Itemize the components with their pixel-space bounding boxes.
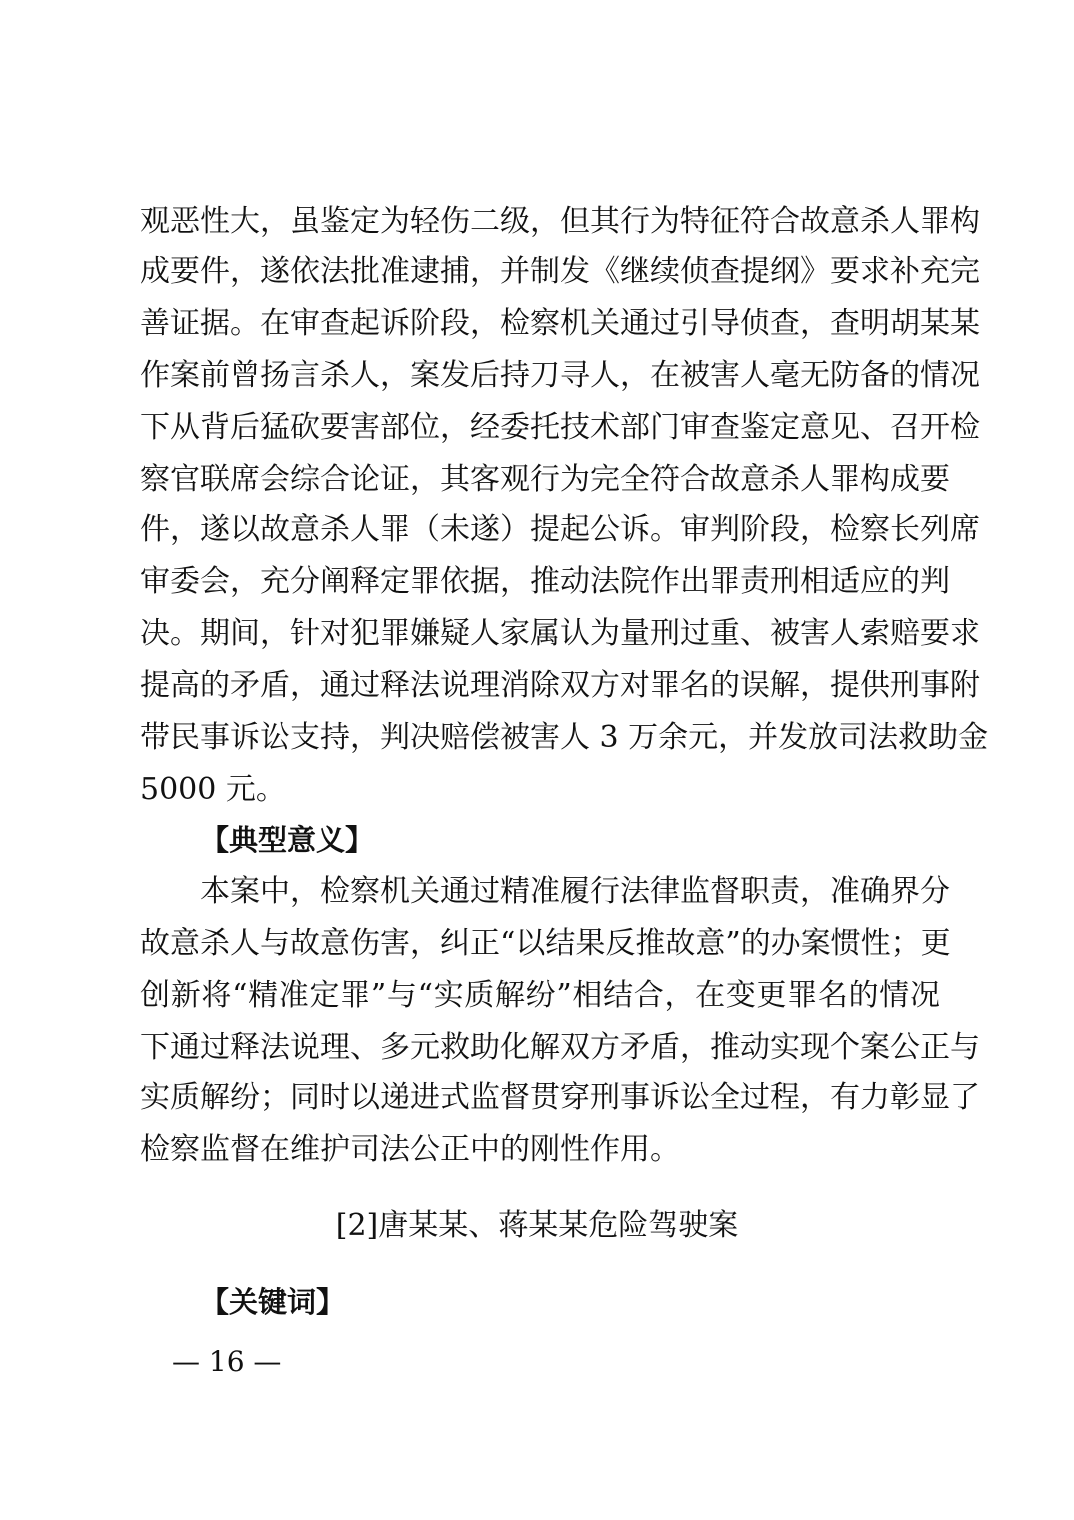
keywords-heading: 【关键词】 xyxy=(200,1285,346,1319)
page-number: — 16 — xyxy=(172,1345,282,1378)
significance-line-4: 下通过释法说理、多元救助化解双方矛盾，推动实现个案公正与 xyxy=(140,1030,980,1065)
body-line-1: 观恶性大，虽鉴定为轻伤二级，但其行为特征符合故意杀人罪构 xyxy=(140,204,980,239)
body-line-9: 决。期间，针对犯罪嫌疑人家属认为量刑过重、被害人索赔要求 xyxy=(140,616,980,651)
body-line-11: 带民事诉讼支持，判决赔偿被害人 3 万余元，并发放司法救助金 xyxy=(140,720,989,755)
significance-line-3: 创新将“精准定罪”与“实质解纷”相结合，在变更罪名的情况 xyxy=(140,978,940,1013)
significance-heading: 【典型意义】 xyxy=(200,823,375,857)
body-line-7: 件，遂以故意杀人罪（未遂）提起公诉。审判阶段，检察长列席 xyxy=(140,512,980,547)
significance-line-5: 实质解纷；同时以递进式监督贯穿刑事诉讼全过程，有力彰显了 xyxy=(140,1080,980,1115)
body-line-2: 成要件，遂依法批准逮捕，并制发《继续侦查提纲》要求补充完 xyxy=(140,254,980,289)
significance-line-1: 本案中，检察机关通过精准履行法律监督职责，准确界分 xyxy=(200,874,950,909)
significance-line-2: 故意杀人与故意伤害，纠正“以结果反推故意”的办案惯性；更 xyxy=(140,926,951,961)
body-line-12: 5000 元。 xyxy=(140,772,286,807)
body-line-10: 提高的矛盾，通过释法说理消除双方对罪名的误解，提供刑事附 xyxy=(140,668,980,703)
body-line-8: 审委会，充分阐释定罪依据，推动法院作出罪责刑相适应的判 xyxy=(140,564,950,599)
significance-line-6: 检察监督在维护司法公正中的刚性作用。 xyxy=(140,1132,680,1167)
case-title: [2]唐某某、蒋某某危险驾驶案 xyxy=(335,1208,739,1243)
body-line-4: 作案前曾扬言杀人，案发后持刀寻人，在被害人毫无防备的情况 xyxy=(140,358,980,393)
body-line-5: 下从背后猛砍要害部位，经委托技术部门审查鉴定意见、召开检 xyxy=(140,410,980,445)
body-line-6: 察官联席会综合论证，其客观行为完全符合故意杀人罪构成要 xyxy=(140,462,950,497)
body-line-3: 善证据。在审查起诉阶段，检察机关通过引导侦查，查明胡某某 xyxy=(140,306,980,341)
